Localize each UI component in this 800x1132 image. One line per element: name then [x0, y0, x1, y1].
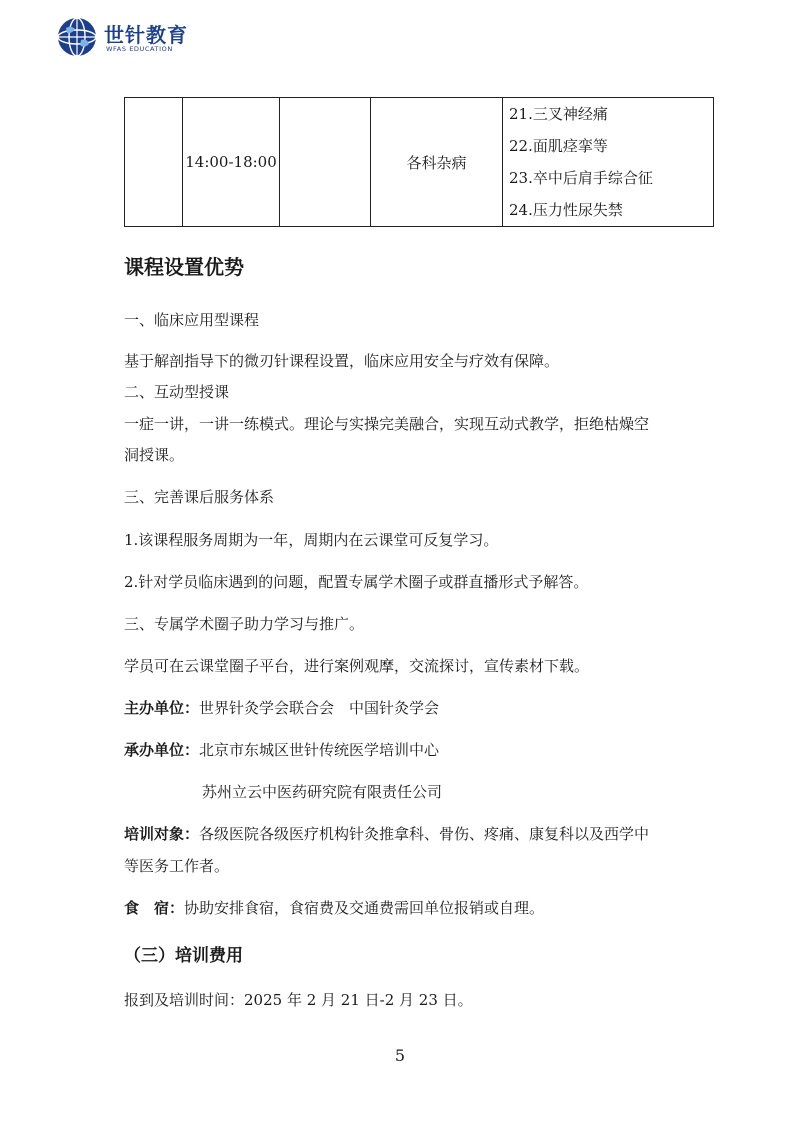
target-audience-value-line2: 等医务工作者。 — [124, 857, 230, 875]
paragraph-clinical: 基于解剖指导下的微刃针课程设置，临床应用安全与疗效有保障。 — [124, 352, 560, 370]
table-cell-category: 各科杂病 — [371, 98, 503, 227]
paragraph-academic-circle: 学员可在云课堂圈子平台，进行案例观摩，交流探讨，宣传素材下载。 — [124, 657, 590, 675]
schedule-table — [124, 97, 714, 227]
co-organizer-value-2: 苏州立云中医药研究院有限责任公司 — [202, 783, 443, 801]
page-number: 5 — [394, 1046, 406, 1065]
globe-logo-icon — [56, 16, 98, 58]
logo-title: 世针教育 — [104, 23, 188, 47]
host-organizer-row — [124, 697, 439, 718]
subheading-interactive: 二、互动型授课 — [124, 383, 230, 401]
section-heading-fees: （三）培训费用 — [124, 946, 243, 966]
list-item: 23.卒中后肩手综合征 — [509, 169, 653, 187]
list-item: 21.三叉神经痛 — [509, 105, 608, 123]
table-row — [125, 98, 714, 227]
co-organizer-row — [124, 739, 439, 760]
co-organizer-label: 承办单位： — [124, 741, 200, 759]
paragraph-service-item-2: 2.针对学员临床遇到的问题，配置专属学术圈子或群直播形式予解答。 — [124, 573, 589, 591]
target-audience-row — [124, 823, 649, 844]
wfas-logo — [56, 16, 236, 60]
section-heading-advantages: 课程设置优势 — [124, 255, 244, 279]
table-cell-empty — [280, 98, 371, 227]
lodging-row — [124, 897, 544, 918]
co-organizer-value-1: 北京市东城区世针传统医学培训中心 — [199, 741, 440, 759]
lodging-value: 协助安排食宿，食宿费及交通费需回单位报销或自理。 — [184, 899, 545, 917]
subheading-after-service: 三、完善课后服务体系 — [124, 488, 275, 506]
paragraph-interactive-line2: 洞授课。 — [124, 446, 185, 464]
lodging-label: 食 宿： — [124, 899, 185, 917]
subheading-academic-circle: 三、专属学术圈子助力学习与推广。 — [124, 615, 365, 633]
host-organizer-label: 主办单位： — [124, 699, 200, 717]
host-organizer-value: 世界针灸学会联合会 中国针灸学会 — [199, 699, 440, 717]
paragraph-interactive-line1: 一症一讲，一讲一练模式。理论与实操完美融合，实现互动式教学，拒绝枯燥空 — [124, 415, 650, 433]
target-audience-label: 培训对象： — [124, 825, 200, 843]
target-audience-value: 各级医院各级医疗机构针灸推拿科、骨伤、疼痛、康复科以及西学中 — [199, 825, 650, 843]
list-item: 22.面肌痉挛等 — [509, 137, 608, 155]
subheading-clinical: 一、临床应用型课程 — [124, 311, 260, 329]
logo-subtitle: WFAS EDUCATION — [106, 45, 173, 53]
table-cell-items — [503, 98, 714, 227]
paragraph-fees-dates: 报到及培训时间：2025 年 2 月 21 日-2 月 23 日。 — [124, 991, 473, 1009]
list-item: 24.压力性尿失禁 — [509, 201, 623, 219]
table-cell-empty — [125, 98, 183, 227]
table-cell-time: 14:00-18:00 — [183, 98, 280, 227]
paragraph-service-item-1: 1.该课程服务周期为一年，周期内在云课堂可反复学习。 — [124, 531, 499, 549]
